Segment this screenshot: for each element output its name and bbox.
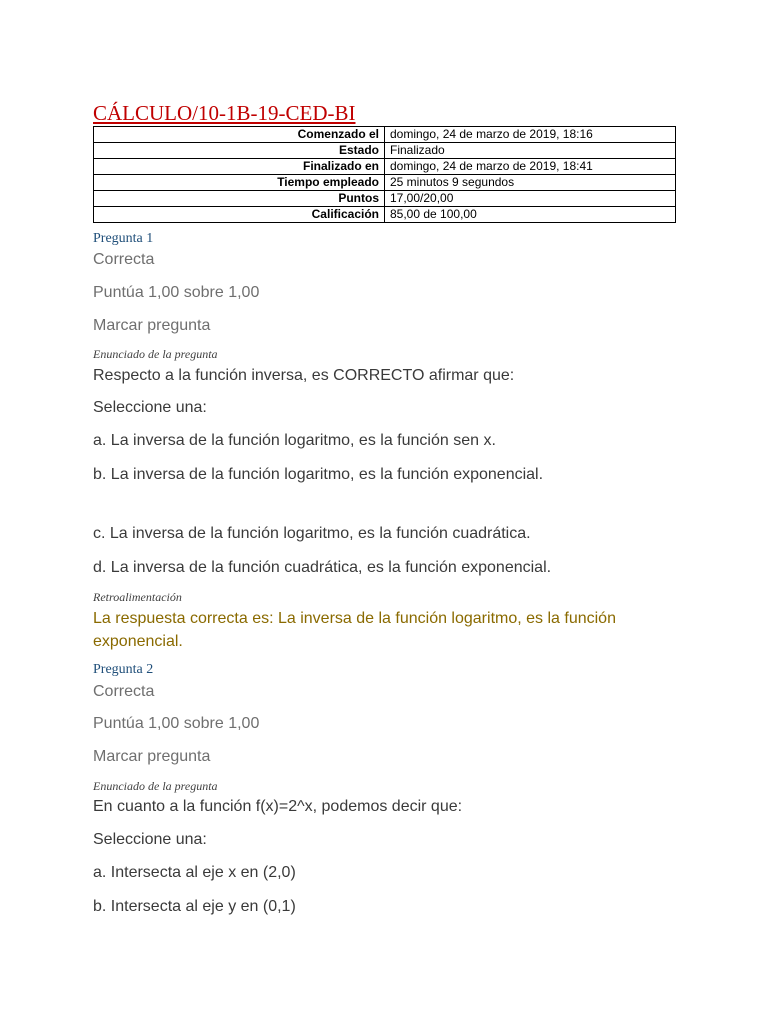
question-1-flag-link[interactable]: Marcar pregunta <box>93 317 211 334</box>
summary-key: Calificación <box>94 207 385 223</box>
attempt-summary-table <box>93 126 676 223</box>
summary-value: domingo, 24 de marzo de 2019, 18:16 <box>385 127 676 143</box>
question-1-select-prompt: Seleccione una: <box>93 399 207 416</box>
question-2-option-b[interactable]: b. Intersecta al eje y en (0,1) <box>93 898 296 915</box>
summary-row <box>94 191 676 207</box>
question-1-text: Respecto a la función inversa, es CORRECTO afirmar que: <box>93 367 515 384</box>
question-2-status: Correcta <box>93 683 155 700</box>
question-2-statement-label: Enunciado de la pregunta <box>93 779 218 793</box>
question-2-option-a[interactable]: a. Intersecta al eje x en (2,0) <box>93 864 296 881</box>
question-1-statement-label: Enunciado de la pregunta <box>93 347 218 361</box>
question-2-score: Puntúa 1,00 sobre 1,00 <box>93 715 260 732</box>
summary-row <box>94 175 676 191</box>
question-1-label: Pregunta 1 <box>93 231 154 246</box>
summary-key: Estado <box>94 143 385 159</box>
summary-key: Puntos <box>94 191 385 207</box>
question-2-flag-link[interactable]: Marcar pregunta <box>93 748 211 765</box>
document-title: CÁLCULO/10-1B-19-CED-BI <box>93 101 356 125</box>
summary-row <box>94 159 676 175</box>
summary-row <box>94 127 676 143</box>
summary-value: 17,00/20,00 <box>385 191 676 207</box>
question-2-label: Pregunta 2 <box>93 662 154 677</box>
question-1-option-d[interactable]: d. La inversa de la función cuadrática, es la función exponencial. <box>93 559 552 576</box>
summary-row <box>94 143 676 159</box>
question-2-select-prompt: Seleccione una: <box>93 831 207 848</box>
question-1-option-a[interactable]: a. La inversa de la función logaritmo, es la función sen x. <box>93 432 496 449</box>
summary-value: domingo, 24 de marzo de 2019, 18:41 <box>385 159 676 175</box>
question-1-feedback: La respuesta correcta es: La inversa de la función logaritmo, es la función exponencial. <box>93 610 616 650</box>
question-1-score: Puntúa 1,00 sobre 1,00 <box>93 284 260 301</box>
summary-value: Finalizado <box>385 143 676 159</box>
summary-value: 85,00 de 100,00 <box>385 207 676 223</box>
summary-value: 25 minutos 9 segundos <box>385 175 676 191</box>
summary-key: Tiempo empleado <box>94 175 385 191</box>
question-1-option-b[interactable]: b. La inversa de la función logaritmo, es la función exponencial. <box>93 466 544 483</box>
summary-key: Comenzado el <box>94 127 385 143</box>
question-1-option-c[interactable]: c. La inversa de la función logaritmo, es la función cuadrática. <box>93 525 531 542</box>
question-1-feedback-label: Retroalimentación <box>93 590 182 604</box>
summary-row <box>94 207 676 223</box>
question-1-status: Correcta <box>93 251 155 268</box>
question-2-text: En cuanto a la función f(x)=2^x, podemos decir que: <box>93 798 463 815</box>
summary-key: Finalizado en <box>94 159 385 175</box>
